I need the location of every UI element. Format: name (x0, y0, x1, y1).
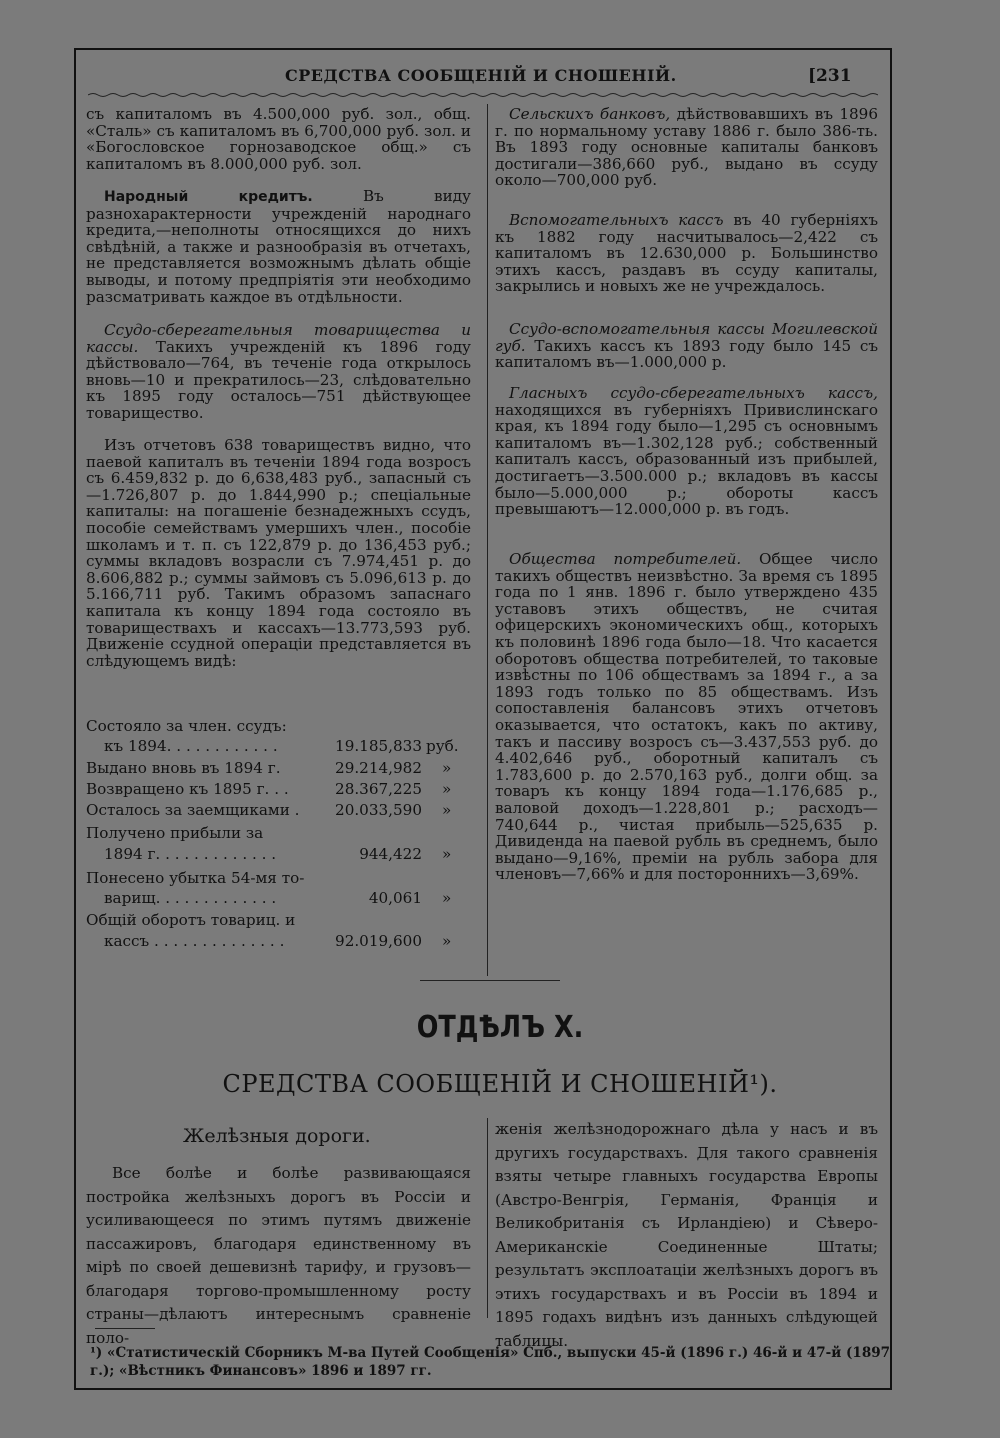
table-row-unit: руб. (426, 737, 459, 755)
table-row-unit: » (442, 759, 452, 777)
mogilev-text: Такихъ кассъ къ 1893 году было 145 съ капиталомъ въ—1.000,000 р. (495, 336, 878, 372)
table-row (86, 781, 289, 798)
right-paragraph-aux (495, 212, 878, 295)
table-row-value: 28.367,225 (335, 780, 422, 798)
table-row (104, 738, 278, 755)
table-row-label: Возвращено къ 1895 г. . . (86, 780, 289, 798)
footnote-rule (95, 1328, 155, 1329)
railways-heading: Желѣзныя дороги. (183, 1125, 371, 1147)
section-rule (420, 980, 560, 981)
section-title: ОТДѢЛЪ X. (416, 1010, 584, 1045)
table-row-value: 29.214,982 (335, 759, 422, 777)
header-ornament-rule (88, 92, 878, 98)
left-paragraph-savings (86, 322, 471, 422)
running-header: СРЕДСТВА СООБЩЕНІЙ И СНОШЕНІЙ. (285, 66, 677, 85)
credit-text: Въ виду разнохарактерности учрежденій народнаго кредита,—неполноты относящихся до нихъ свѣдѣній, а также и разнообразія въ отчетахъ, не представляется возможнымъ дѣлать общіе выводы, и потому предпріятія эти необходимо разсматривать каждое въ отдѣльности. (86, 187, 471, 306)
table-row (104, 890, 276, 907)
page-number: [231 (808, 66, 852, 86)
left-paragraph-reports: Изъ отчетовъ 638 товариществъ видно, что паевой капиталъ въ теченіи 1894 года возросъ съ 6.459,832 р. до 6,638,483 руб., запасный съ—1.726,807 р. до 1.844,990 р.; спеціальные капиталы: на погашеніе безнадежныхъ ссудъ, пособіе семействамъ умершихъ член., пособіе школамъ и т. п. съ 122,879 р. до 136,453 руб.; суммы вкладовъ возрасли съ 7.974,451 р. до 8.606,882 р.; суммы займовъ съ 5.096,613 р. до 5.166,711 руб. Такимъ образомъ запаснаго капитала къ концу 1894 года состояло въ товариществахъ и кассахъ—13.773,593 руб. Движеніе ссудной операціи представляется въ слѣдующемъ видѣ: (86, 436, 471, 670)
table-row (86, 802, 300, 819)
consumers-heading: Общества потребителей. (509, 550, 742, 568)
table-row-label: 1894 г. . . . . . . . . . . . . (104, 845, 277, 863)
table-row (86, 912, 295, 929)
table-row-label: Осталось за заемщиками . (86, 801, 300, 819)
consumers-text: Общее число такихъ обществъ неизвѣстно. За время съ 1895 года по 1 янв. 1896 г. было утверждено 435 уставовъ этихъ обществъ, не считая офицерскихъ экономическихъ общ., которыхъ къ половинѣ 1896 года было—18. Что касается оборотовъ общества потребителей, то таковые извѣстны по 106 обществамъ за 1894 г., а за 1893 годъ только по 85 обществамъ. Изъ сопоставленія балансовъ этихъ отчетовъ оказывается, что остатокъ, какъ по активу, такъ и пассиву возросъ съ—3.437,553 руб. до 4.402,646 руб., оборотный капиталъ съ 1.783,600 р. до 2.570,163 руб., долги общ. за товаръ къ концу 1894 года—1.176,685 р., валовой доходъ—1.228,801 р.; расходъ—740,644 р., чистая прибыль—525,635 р. Дивиденда на паевой рубль въ среднемъ, было выдано—9,16%, преміи на рубль забора для членовъ—7,66% и для постороннихъ—3,69%. (495, 550, 878, 884)
banks-heading: Сельскихъ банковъ, (509, 105, 671, 123)
right-paragraph-mogilev (495, 321, 878, 371)
section-subtitle: СРЕДСТВА СООБЩЕНІЙ И СНОШЕНІЙ¹). (222, 1070, 778, 1098)
table-row (86, 760, 281, 777)
savings-heading: Ссудо-сберегательныя товарищества и кассы. (86, 321, 471, 356)
table-row-value: 944,422 (359, 845, 422, 863)
railways-left-text: Все болѣе и болѣе развивающаяся постройка желѣзныхъ дорогъ въ Россіи и усиливающееся по этимъ путямъ движеніе пассажировъ, благодаря единственному въ мірѣ по своей дешевизнѣ тарифу, и грузовъ—благодаря торгово-промышленному росту страны—дѣлаютъ интереснымъ сравненіе поло- (86, 1164, 471, 1347)
public-text: находящихся въ губерніяхъ Привислинскаго края, къ 1894 году было—1,295 съ основнымъ капиталомъ въ—1.302,128 руб.; собственный капиталъ кассъ, образованный изъ прибылей, достигаетъ—3.500.000 р.; вкладовъ въ кассы было—5.000,000 р.; обороты кассъ превышаютъ—12.000,000 р. въ годъ. (495, 400, 878, 519)
aux-text: въ 40 губерніяхъ къ 1882 году насчитывалось—2,422 съ капиталомъ въ 12.630,000 р. Большинство этихъ кассъ, раздавъ въ ссуду капиталы, закрылись и новыхъ же не учреждалось. (495, 211, 878, 296)
public-heading: Гласныхъ ссудо-сберегательныхъ кассъ, (509, 384, 878, 402)
table-row-value: 92.019,600 (335, 932, 422, 950)
left-paragraph-1: съ капиталомъ въ 4.500,000 руб. зол., общ. «Сталь» съ капиталомъ въ 6,700,000 руб. зол. и «Богословское горнозаводское общ.» съ капиталомъ въ 8.000,000 руб. зол. (86, 105, 471, 173)
left-paragraph-credit (86, 188, 471, 305)
table-row-unit: » (442, 801, 452, 819)
table-row-unit: » (442, 780, 452, 798)
table-row (104, 846, 276, 863)
railways-right-text: женія желѣзнодорожнаго дѣла у насъ и въ другихъ государствахъ. Для такого сравненія взяты четыре главныхъ государства Европы (Австро-Венгрія, Германія, Франція и Великобританія съ Ирландіею) и Сѣверо-Американскіе Соединенные Штаты; результатъ эксплоатаціи желѣзныхъ дорогъ въ этихъ государствахъ и въ Россіи въ 1894 и 1895 годахъ видѣнъ изъ данныхъ слѣдующей таблицы. (495, 1120, 878, 1350)
table-row-label: Общій оборотъ товариц. и (86, 911, 296, 929)
banks-text: дѣйствовавшихъ въ 1896 г. по нормальному уставу 1886 г. было 386-ть. Въ 1893 году основные капиталы банковъ достигали—386,660 руб., выдано въ ссуду около—700,000 руб. (495, 105, 878, 190)
table-row-unit: » (442, 889, 452, 907)
table-row-unit: » (442, 932, 452, 950)
footnote: ¹) «Статистическій Сборникъ М-ва Путей Сообщенія» Спб., выпуски 45-й (1896 г.) 46-й и 47-й (1897 г.); «Вѣстникъ Финансовъ» 1896 и 1897 гг. (90, 1345, 890, 1379)
right-paragraph-banks (495, 106, 878, 189)
table-row (86, 718, 287, 735)
right-paragraph-consumers (495, 551, 878, 883)
table-row-label: Получено прибыли за (86, 824, 264, 842)
savings-text: Такихъ учрежденій къ 1896 году дѣйствовало—764, въ теченіе года открылось вновь—10 и прекратилось—23, слѣдовательно къ 1895 году осталось—751 дѣйствующее товарищество. (86, 337, 471, 422)
table-row-value: 20.033,590 (335, 801, 422, 819)
credit-heading: Народный кредитъ. (104, 189, 313, 205)
table-row-label: Понесено убытка 54-мя то- (86, 869, 305, 887)
right-paragraph-public (495, 385, 878, 518)
table-row-unit: » (442, 845, 452, 863)
table-row (86, 870, 304, 887)
table-row-label: Состояло за член. ссудъ: (86, 717, 287, 735)
column-divider-lower (487, 1118, 488, 1318)
table-row-label: кассъ . . . . . . . . . . . . . . (104, 932, 285, 950)
column-divider (487, 104, 488, 976)
table-row-label: варищ. . . . . . . . . . . . . (104, 889, 277, 907)
table-row-value: 40,061 (368, 889, 422, 907)
table-row-label: къ 1894. . . . . . . . . . . . (104, 737, 278, 755)
mogilev-heading: Ссудо-вспомогательныя кассы Могилевской губ. (495, 320, 878, 355)
table-row-value: 19.185,833 (335, 737, 422, 755)
table-row (104, 933, 284, 950)
table-row (86, 825, 263, 842)
table-row-label: Выдано вновь въ 1894 г. (86, 759, 281, 777)
aux-heading: Вспомогательныхъ кассъ (509, 211, 724, 229)
